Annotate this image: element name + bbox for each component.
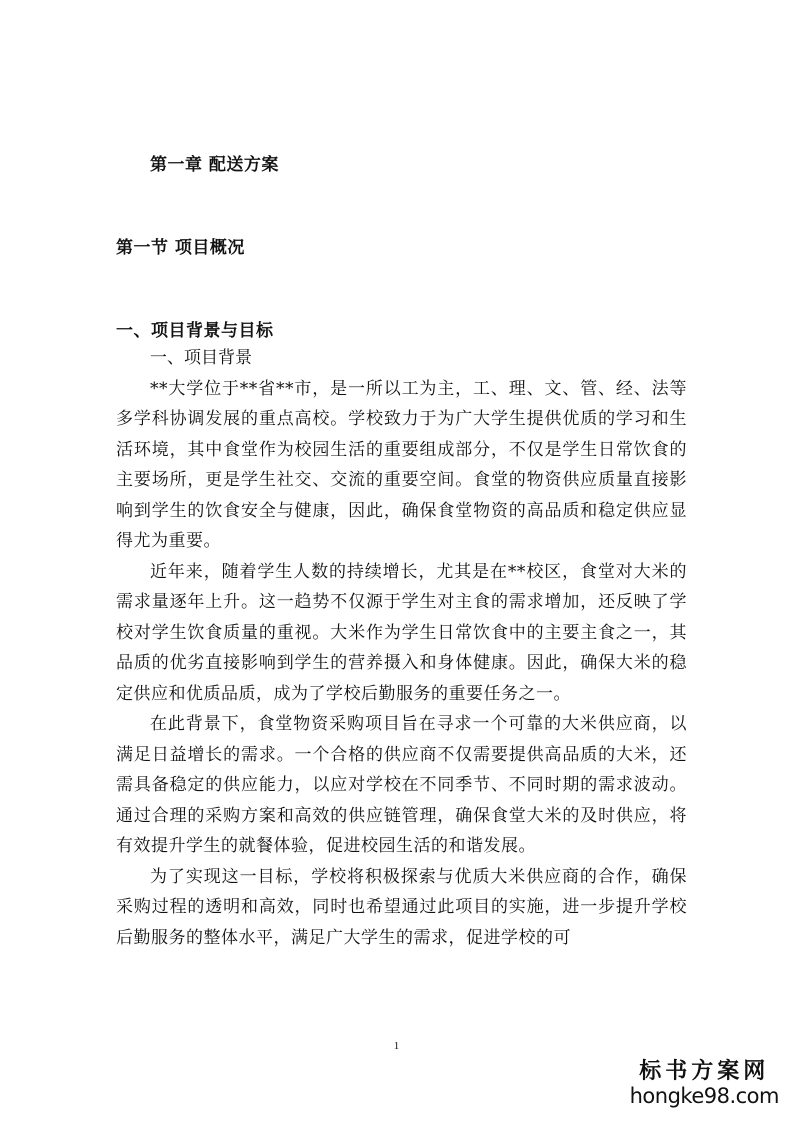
sub-heading: 一、项目背景 <box>150 348 252 368</box>
body-text <box>116 343 687 953</box>
paragraph: 在此背景下，食堂物资采购项目旨在寻求一个可靠的大米供应商，以满足日益增长的需求。一个合格的供应商不仅需要提供高品质的大米，还需具备稳定的供应能力，以应对学校在不同季节、不同时期的需求波动。通过合理的采购方案和高效的供应链管理，确保食堂大米的及时供应，将有效提升学生的就餐体验，促进校园生活的和谐发展。 <box>116 714 687 856</box>
watermark-logo <box>630 1058 779 1108</box>
paragraph: **大学位于**省**市，是一所以工为主，工、理、文、管、经、法等多学科协调发展的重点高校。学校致力于为广大学生提供优质的学习和生活环境，其中食堂作为校园生活的重要组成部分，不仅是学生日常饮食的主要场所，更是学生社交、交流的重要空间。食堂的物资供应质量直接影响到学生的饮食安全与健康，因此，确保食堂物资的高品质和稳定供应显得尤为重要。 <box>116 378 687 551</box>
paragraph: 为了实现这一目标，学校将积极探索与优质大米供应商的合作，确保采购过程的透明和高效，同时也希望通过此项目的实施，进一步提升学校后勤服务的整体水平，满足广大学生的需求，促进学校的可 <box>116 866 687 948</box>
chapter-title: 第一章 配送方案 <box>150 155 279 175</box>
subsection-title: 一、项目背景与目标 <box>116 321 274 341</box>
paragraph: 近年来，随着学生人数的持续增长，尤其是在**校区，食堂对大米的需求量逐年上升。这一趋势不仅源于学生对主食的需求增加，还反映了学校对学生饮食质量的重视。大米作为学生日常饮食中的主要主食之一，其品质的优劣直接影响到学生的营养摄入和身体健康。因此，确保大米的稳定供应和优质品质，成为了学校后勤服务的重要任务之一。 <box>116 561 687 704</box>
watermark-brand: 标书方案网 <box>639 1058 770 1084</box>
page-number: 1 <box>393 1040 400 1052</box>
watermark-url: hongke98.com <box>629 1084 779 1108</box>
section-title: 第一节 项目概况 <box>116 238 245 258</box>
